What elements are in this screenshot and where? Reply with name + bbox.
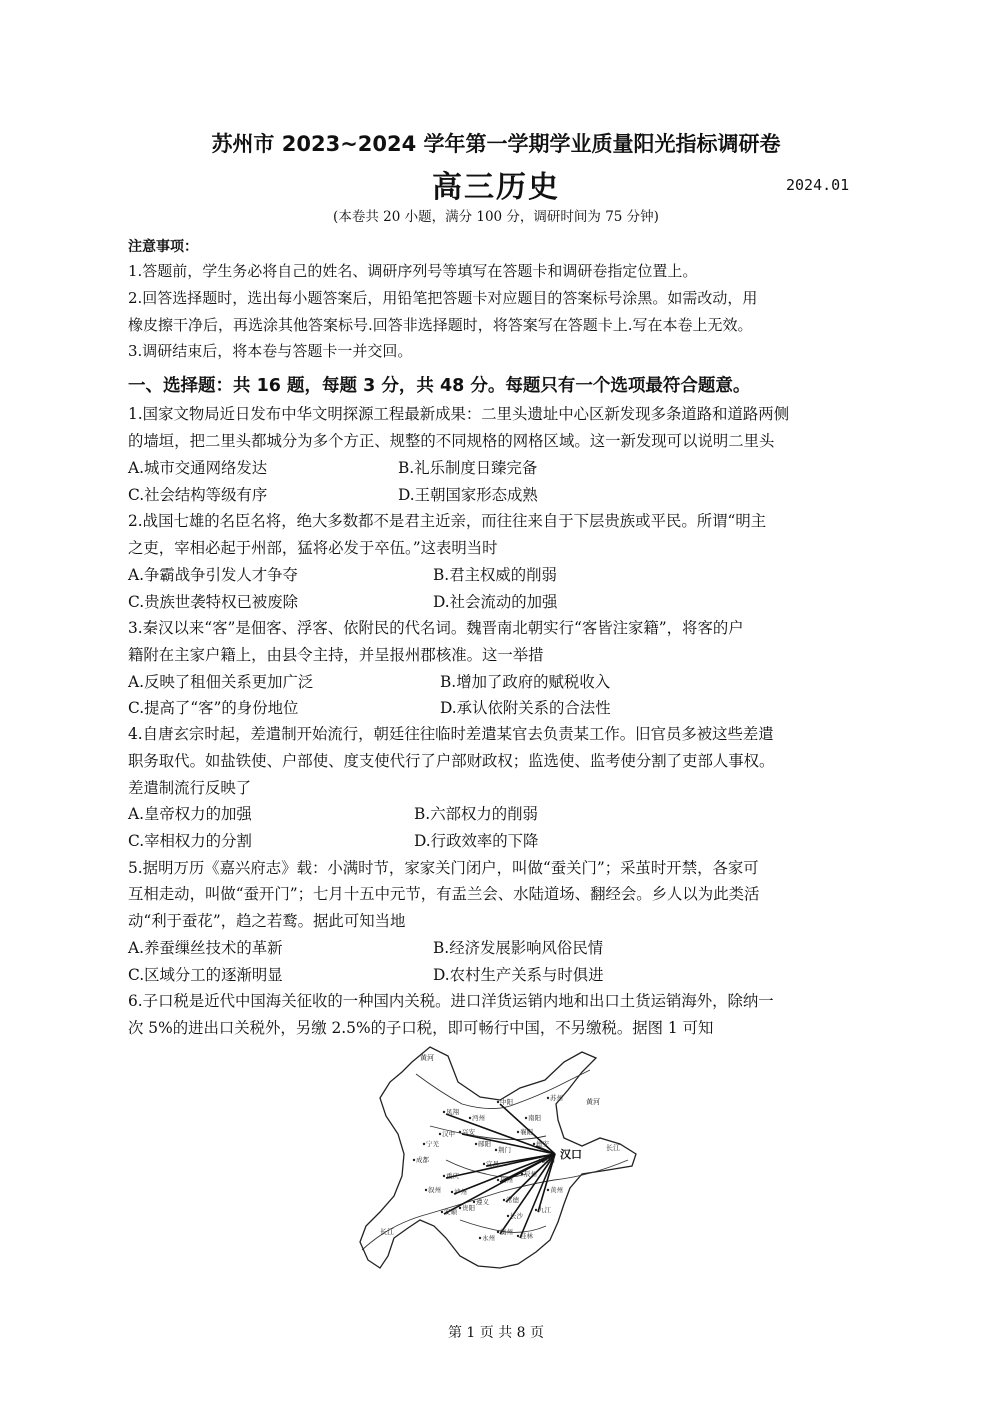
map-place-dot — [503, 1199, 505, 1201]
question-1-option-b: B.礼乐制度日臻完备 — [398, 459, 538, 477]
map-place-dot — [547, 1189, 549, 1191]
map-place-label: 汉中 — [442, 1130, 455, 1138]
river-label-yangtze-east: 长江 — [606, 1144, 620, 1152]
hub-label: 汉口 — [560, 1148, 582, 1161]
map-place-dot — [539, 1159, 541, 1161]
map-place-dot — [473, 1201, 475, 1203]
map-outline — [360, 1047, 636, 1268]
map-place-label: 成都 — [416, 1156, 429, 1164]
notice-line: 橡皮擦干净后，再选涂其他答案标号.回答非选择题时，将答案写在答题卡上.写在本卷上无效。 — [128, 316, 753, 334]
map-place-dot — [413, 1159, 415, 1161]
question-6-text: 次 5%的进出口关税外，另缴 2.5%的子口税，即可畅行中国，不另缴税。据图 1 可知 — [128, 1019, 714, 1037]
map-place-dot — [525, 1117, 527, 1119]
river-label-yellow: 黄河 — [420, 1054, 434, 1062]
map-place-label: 重庆 — [446, 1172, 459, 1180]
question-2-text: 之吏，宰相必起于州部，猛将必发于卒伍。”这表明当时 — [128, 539, 498, 557]
question-5-text: 动“利于蚕花”，趋之若鹜。据此可知当地 — [128, 912, 406, 930]
question-3-text: 籍附在主家户籍上，由县令主持，并呈报州郡核准。这一举措 — [128, 646, 544, 664]
question-3-text: 3.秦汉以来“客”是佃客、浮客、依附民的代名词。魏晋南北朝实行“客皆注家籍”，将客的户 — [128, 619, 744, 637]
map-place-dot — [443, 1111, 445, 1113]
question-5-text: 互相走动，叫做“蚕开门”；七月十五中元节，有盂兰会、水陆道场、翻经会。乡人以为此类活 — [128, 885, 760, 903]
question-5-option-a: A.养蚕缫丝技术的革新 — [128, 939, 283, 957]
map-place-label: 苏州 — [550, 1094, 563, 1102]
map-place-label: 沔州 — [472, 1114, 485, 1122]
map-place-label: 岳州 — [500, 1176, 513, 1184]
map-place-dot — [521, 1173, 523, 1175]
map-place-dot — [497, 1231, 499, 1233]
map-place-label: 叙州 — [428, 1186, 441, 1194]
question-3-option-d: D.承认依附关系的合法性 — [440, 699, 611, 717]
map-place-dot — [423, 1143, 425, 1145]
exam-meta: (本卷共 20 小题，满分 100 分，调研时间为 75 分钟) — [333, 209, 659, 225]
question-3-option-b: B.增加了政府的赋税收入 — [440, 673, 611, 691]
question-2-option-a: A.争霸战争引发人才争夺 — [128, 566, 298, 584]
notice-line: 2.回答选择题时，选出每小题答案后，用铅笔把答题卡对应题目的答案标号涂黑。如需改动，用 — [128, 289, 758, 307]
question-1-text: 的墙垣，把二里头都城分为多个方正、规整的不同规格的网格区域。这一新发现可以说明二里头 — [128, 432, 775, 450]
map-place-dot — [459, 1131, 461, 1133]
question-4-option-c: C.宰相权力的分割 — [128, 832, 252, 850]
notice-heading: 注意事项： — [128, 239, 198, 255]
map-place-dot — [517, 1131, 519, 1133]
page-footer: 第 1 页 共 8 页 — [447, 1325, 545, 1341]
map-place-label: 遵义 — [476, 1198, 489, 1206]
question-4-option-a: A.皇帝权力的加强 — [128, 805, 252, 823]
map-place-dot — [517, 1235, 519, 1237]
figure-1-map — [350, 1042, 650, 1278]
question-1-text: 1.国家文物局近日发布中华文明探源工程最新成果：二里头遗址中心区新发现多条道路和道路两侧 — [128, 405, 790, 423]
map-place-dot — [495, 1149, 497, 1151]
map-place-dot — [459, 1207, 461, 1209]
map-place-dot — [443, 1175, 445, 1177]
map-place-dot — [425, 1189, 427, 1191]
question-2-option-c: C.贵族世袭特权已被废除 — [128, 593, 299, 611]
map-place-label: 泸州 — [454, 1188, 467, 1196]
map-place-label: 武昌 — [542, 1156, 555, 1164]
map-place-dot — [439, 1133, 441, 1135]
question-6-text: 6.子口税是近代中国海关征收的一种国内关税。进口洋货运销内地和出口土货运销海外，除纳一 — [128, 992, 774, 1010]
map-place-label: 常德 — [506, 1196, 519, 1204]
map-place-label: 宁羌 — [426, 1140, 439, 1148]
map-place-label: 凤翔 — [446, 1108, 459, 1116]
map-place-dot — [475, 1143, 477, 1145]
map-place-label: 长沙 — [510, 1212, 523, 1220]
map-place-dot — [469, 1117, 471, 1119]
map-place-label: 永州 — [482, 1234, 495, 1242]
question-2-text: 2.战国七雄的名臣名将，绝大多数都不是君主近亲，而往往来自于下层贵族或平民。所谓“明主 — [128, 512, 767, 530]
question-5-option-c: C.区域分工的逐渐明显 — [128, 966, 283, 984]
map-place-label: 桂林 — [520, 1232, 533, 1240]
question-4-option-d: D.行政效率的下降 — [414, 832, 539, 850]
river-label-yellow-east: 黄河 — [586, 1098, 600, 1106]
map-place-label: 德安 — [536, 1140, 549, 1148]
river-label-yangtze-west: 长江 — [380, 1228, 394, 1236]
map-place-label: 宜昌 — [486, 1160, 499, 1168]
question-5-option-b: B.经济发展影响风俗民情 — [433, 939, 604, 957]
map-place-dot — [479, 1237, 481, 1239]
question-1-option-c: C.社会结构等级有序 — [128, 486, 268, 504]
question-4-option-b: B.六部权力的削弱 — [414, 805, 538, 823]
notice-line: 1.答题前，学生务必将自己的姓名、调研序列号等填写在答题卡和调研卷指定位置上。 — [128, 262, 698, 280]
map-place-label: 中阳 — [500, 1098, 513, 1106]
question-4-text: 职务取代。如盐铁使、户部使、度支使代行了户部财政权；监选使、监考使分割了吏部人事权。 — [128, 752, 775, 770]
notice-line: 3.调研结束后，将本卷与答题卡一并交回。 — [128, 342, 413, 360]
map-place-dot — [533, 1143, 535, 1145]
map-place-dot — [547, 1097, 549, 1099]
question-2-option-b: B.君主权威的削弱 — [433, 566, 557, 584]
question-4-text: 4.自唐玄宗时起，差遣制开始流行，朝廷往往临时差遣某官去负责某工作。旧官员多被这些差遣 — [128, 725, 774, 743]
question-3-option-a: A.反映了租佃关系更加广泛 — [128, 673, 314, 691]
map-place-label: 九江 — [538, 1206, 551, 1214]
map-place-label: 贵阳 — [462, 1204, 475, 1212]
map-place-label: 衡州 — [500, 1228, 513, 1236]
map-place-label: 辰州 — [524, 1170, 537, 1178]
map-place-dot — [497, 1101, 499, 1103]
question-4-text: 差遣制流行反映了 — [128, 779, 252, 797]
question-2-option-d: D.社会流动的加强 — [433, 593, 558, 611]
question-1-option-a: A.城市交通网络发达 — [128, 459, 268, 477]
map-route-line — [446, 1154, 555, 1178]
subject-heading: 高三历史 — [432, 170, 560, 205]
question-5-option-d: D.农村生产关系与时俱进 — [433, 966, 604, 984]
map-place-label: 黄州 — [550, 1186, 563, 1194]
section-title: 一、选择题：共 16 题，每题 3 分，共 48 分。每题只有一个选项最符合题意。 — [128, 376, 751, 396]
map-place-dot — [535, 1209, 537, 1211]
map-place-dot — [497, 1179, 499, 1181]
map-place-label: 襄阳 — [520, 1128, 533, 1136]
question-1-option-d: D.王朝国家形态成熟 — [398, 486, 538, 504]
map-place-dot — [507, 1215, 509, 1217]
exam-date: 2024.01 — [786, 176, 850, 194]
map-place-dot — [451, 1191, 453, 1193]
map-place-dot — [441, 1211, 443, 1213]
question-5-text: 5.据明万历《嘉兴府志》载：小满时节，家家关门闭户，叫做“蚕关门”；采茧时开禁，各家可 — [128, 859, 759, 877]
question-3-option-c: C.提高了“客”的身份地位 — [128, 699, 299, 717]
map-place-label: 郧阳 — [478, 1140, 491, 1148]
map-place-dot — [483, 1163, 485, 1165]
exam-title: 苏州市 2023~2024 学年第一学期学业质量阳光指标调研卷 — [211, 132, 781, 156]
map-place-label: 南阳 — [528, 1114, 541, 1122]
map-place-label: 兴安 — [462, 1128, 475, 1136]
map-place-label: 荆门 — [498, 1146, 511, 1154]
map-place-label: 安顺 — [444, 1208, 457, 1216]
